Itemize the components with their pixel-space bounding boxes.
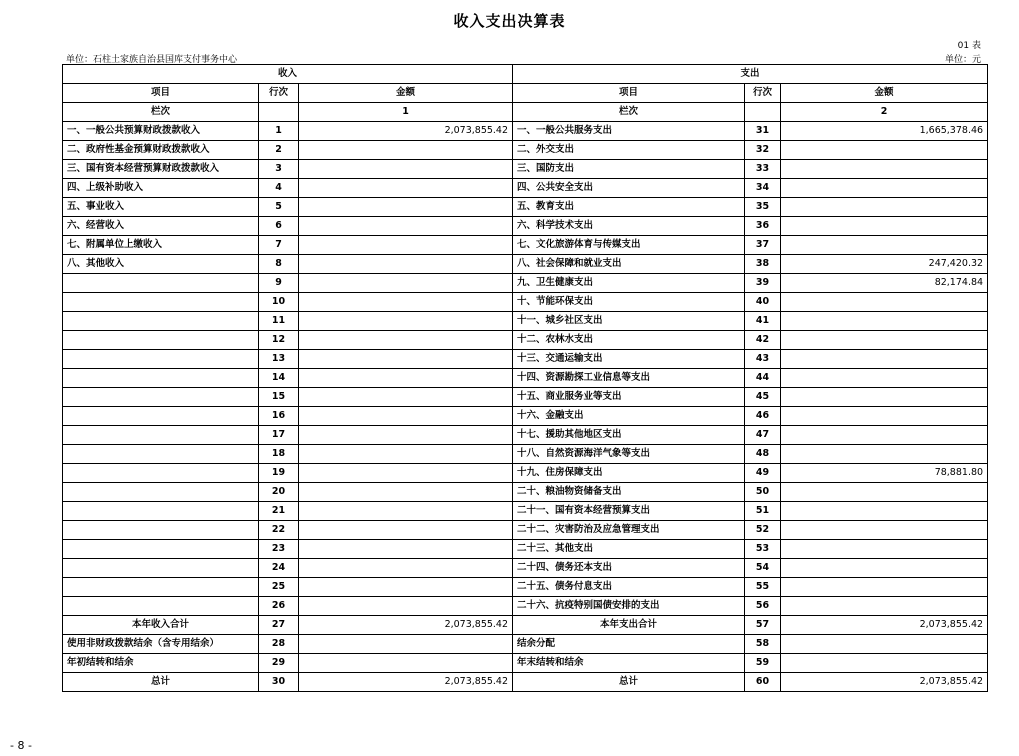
expense-item: 七、文化旅游体育与传媒支出 — [513, 236, 745, 255]
expense-line-number: 44 — [745, 369, 781, 388]
income-summary-label: 年初结转和结余 — [63, 654, 259, 673]
income-item-header: 项目 — [63, 84, 259, 103]
income-item — [63, 407, 259, 426]
income-item: 五、事业收入 — [63, 198, 259, 217]
income-line-number: 28 — [259, 635, 299, 654]
income-line-number: 6 — [259, 217, 299, 236]
summary-row — [63, 635, 988, 654]
income-amount — [299, 464, 513, 483]
income-item — [63, 540, 259, 559]
expense-amount — [781, 578, 988, 597]
expense-amount — [781, 388, 988, 407]
header-row-sections — [63, 65, 988, 84]
expense-item: 十四、资源勘探工业信息等支出 — [513, 369, 745, 388]
expense-line-number: 59 — [745, 654, 781, 673]
income-line-number: 21 — [259, 502, 299, 521]
income-line-number: 22 — [259, 521, 299, 540]
table-row — [63, 559, 988, 578]
expense-amount — [781, 483, 988, 502]
income-section-header: 收入 — [63, 65, 513, 84]
income-amount — [299, 293, 513, 312]
income-line-number: 24 — [259, 559, 299, 578]
header-row-columns — [63, 84, 988, 103]
income-line-number: 29 — [259, 654, 299, 673]
income-amount — [299, 179, 513, 198]
expense-line-number: 36 — [745, 217, 781, 236]
expense-item: 十三、交通运输支出 — [513, 350, 745, 369]
expense-line-number: 32 — [745, 141, 781, 160]
expense-item: 十、节能环保支出 — [513, 293, 745, 312]
income-item — [63, 350, 259, 369]
expense-amount: 78,881.80 — [781, 464, 988, 483]
expense-amount — [781, 540, 988, 559]
table-row — [63, 350, 988, 369]
expense-amount — [781, 521, 988, 540]
expense-section-header: 支出 — [513, 65, 988, 84]
income-expense-table — [62, 64, 988, 692]
expense-summary-amount — [781, 654, 988, 673]
table-row — [63, 540, 988, 559]
expense-item: 二十三、其他支出 — [513, 540, 745, 559]
income-summary-amount — [299, 635, 513, 654]
income-line-number: 9 — [259, 274, 299, 293]
expense-line-number: 48 — [745, 445, 781, 464]
income-summary-amount: 2,073,855.42 — [299, 673, 513, 692]
expense-item: 十八、自然资源海洋气象等支出 — [513, 445, 745, 464]
expense-item: 十五、商业服务业等支出 — [513, 388, 745, 407]
expense-item: 五、教育支出 — [513, 198, 745, 217]
income-line-number: 17 — [259, 426, 299, 445]
column-index-row — [63, 103, 988, 122]
expense-amount — [781, 597, 988, 616]
summary-row — [63, 616, 988, 635]
table-row — [63, 236, 988, 255]
table-row — [63, 312, 988, 331]
income-line-number: 11 — [259, 312, 299, 331]
income-line-number: 2 — [259, 141, 299, 160]
expense-line-number: 42 — [745, 331, 781, 350]
income-line-number: 30 — [259, 673, 299, 692]
income-item: 七、附属单位上缴收入 — [63, 236, 259, 255]
income-amount — [299, 502, 513, 521]
expense-line-number: 40 — [745, 293, 781, 312]
expense-item: 一、一般公共服务支出 — [513, 122, 745, 141]
income-item — [63, 578, 259, 597]
table-row — [63, 122, 988, 141]
expense-line-number: 50 — [745, 483, 781, 502]
expense-item: 二十五、债务付息支出 — [513, 578, 745, 597]
expense-amount — [781, 141, 988, 160]
expense-column-number: 2 — [781, 103, 988, 122]
expense-item: 十七、援助其他地区支出 — [513, 426, 745, 445]
income-amount — [299, 388, 513, 407]
income-amount — [299, 274, 513, 293]
expense-amount — [781, 160, 988, 179]
income-amount — [299, 578, 513, 597]
income-line-number: 18 — [259, 445, 299, 464]
income-amount — [299, 540, 513, 559]
income-line-number: 26 — [259, 597, 299, 616]
table-row — [63, 141, 988, 160]
income-line-number: 27 — [259, 616, 299, 635]
reporting-unit: 单位：石柱土家族自治县国库支付事务中心 — [66, 55, 238, 65]
summary-row — [63, 654, 988, 673]
income-amount — [299, 217, 513, 236]
expense-amount — [781, 426, 988, 445]
income-item — [63, 502, 259, 521]
table-row — [63, 502, 988, 521]
expense-line-number: 38 — [745, 255, 781, 274]
page-number: - 8 - — [10, 739, 32, 752]
income-amount — [299, 426, 513, 445]
expense-amount — [781, 198, 988, 217]
empty-cell — [259, 103, 299, 122]
expense-line-number: 51 — [745, 502, 781, 521]
expense-amount: 82,174.84 — [781, 274, 988, 293]
income-line-number: 25 — [259, 578, 299, 597]
income-amount — [299, 369, 513, 388]
income-column-number: 1 — [299, 103, 513, 122]
income-item — [63, 597, 259, 616]
expense-line-number: 46 — [745, 407, 781, 426]
expense-item: 二十四、债务还本支出 — [513, 559, 745, 578]
expense-summary-label: 结余分配 — [513, 635, 745, 654]
table-row — [63, 426, 988, 445]
expense-amount — [781, 445, 988, 464]
income-line-number: 5 — [259, 198, 299, 217]
income-line-number: 3 — [259, 160, 299, 179]
income-amount — [299, 521, 513, 540]
income-line-number: 20 — [259, 483, 299, 502]
income-summary-label: 总计 — [63, 673, 259, 692]
income-amount — [299, 483, 513, 502]
report-title: 收入支出决算表 — [453, 12, 566, 30]
expense-item: 二十一、国有资本经营预算支出 — [513, 502, 745, 521]
expense-amount — [781, 312, 988, 331]
expense-item: 二、外交支出 — [513, 141, 745, 160]
income-line-number: 13 — [259, 350, 299, 369]
expense-line-number: 37 — [745, 236, 781, 255]
income-amount — [299, 559, 513, 578]
table-row — [63, 160, 988, 179]
currency-unit: 单位：元 — [944, 55, 981, 65]
table-row — [63, 407, 988, 426]
table-row — [63, 597, 988, 616]
expense-amount — [781, 407, 988, 426]
income-item — [63, 274, 259, 293]
expense-amount — [781, 331, 988, 350]
income-line-number: 8 — [259, 255, 299, 274]
expense-line-number: 41 — [745, 312, 781, 331]
income-line-number: 16 — [259, 407, 299, 426]
form-number: 01 表 — [957, 41, 981, 51]
expense-item: 二十、粮油物资储备支出 — [513, 483, 745, 502]
income-amount — [299, 597, 513, 616]
table-row — [63, 274, 988, 293]
income-amount — [299, 350, 513, 369]
expense-summary-label: 本年支出合计 — [513, 616, 745, 635]
expense-line-number: 39 — [745, 274, 781, 293]
table-row — [63, 464, 988, 483]
expense-amount — [781, 217, 988, 236]
income-item: 四、上级补助收入 — [63, 179, 259, 198]
expense-line-number: 31 — [745, 122, 781, 141]
expense-amount — [781, 179, 988, 198]
income-line-number: 23 — [259, 540, 299, 559]
expense-item: 三、国防支出 — [513, 160, 745, 179]
expense-line-number: 33 — [745, 160, 781, 179]
income-amount — [299, 445, 513, 464]
table-row — [63, 483, 988, 502]
income-item: 一、一般公共预算财政拨款收入 — [63, 122, 259, 141]
income-item: 二、政府性基金预算财政拨款收入 — [63, 141, 259, 160]
income-item — [63, 293, 259, 312]
expense-amount — [781, 502, 988, 521]
empty-cell — [745, 103, 781, 122]
income-item: 六、经营收入 — [63, 217, 259, 236]
income-item — [63, 521, 259, 540]
table-row — [63, 217, 988, 236]
expense-item: 十一、城乡社区支出 — [513, 312, 745, 331]
income-line-number: 19 — [259, 464, 299, 483]
expense-line-number: 49 — [745, 464, 781, 483]
income-amount — [299, 198, 513, 217]
income-summary-label: 使用非财政拨款结余（含专用结余） — [63, 635, 259, 654]
expense-amount — [781, 293, 988, 312]
expense-item: 十二、农林水支出 — [513, 331, 745, 350]
income-amount — [299, 312, 513, 331]
income-amount — [299, 236, 513, 255]
income-item: 八、其他收入 — [63, 255, 259, 274]
table-row — [63, 198, 988, 217]
expense-item: 二十二、灾害防治及应急管理支出 — [513, 521, 745, 540]
expense-summary-label: 总计 — [513, 673, 745, 692]
expense-summary-label: 年末结转和结余 — [513, 654, 745, 673]
expense-line-number: 47 — [745, 426, 781, 445]
income-item: 三、国有资本经营预算财政拨款收入 — [63, 160, 259, 179]
table-row — [63, 521, 988, 540]
expense-line-number: 35 — [745, 198, 781, 217]
income-line-number: 10 — [259, 293, 299, 312]
expense-line-header: 行次 — [745, 84, 781, 103]
income-line-number: 1 — [259, 122, 299, 141]
income-item — [63, 331, 259, 350]
expense-amount: 1,665,378.46 — [781, 122, 988, 141]
table-row — [63, 331, 988, 350]
expense-line-number: 56 — [745, 597, 781, 616]
table-row — [63, 255, 988, 274]
income-amount — [299, 407, 513, 426]
table-row — [63, 179, 988, 198]
expense-line-number: 60 — [745, 673, 781, 692]
expense-line-number: 45 — [745, 388, 781, 407]
expense-item: 十六、金融支出 — [513, 407, 745, 426]
income-line-number: 4 — [259, 179, 299, 198]
expense-item: 二十六、抗疫特别国债安排的支出 — [513, 597, 745, 616]
expense-amount — [781, 236, 988, 255]
income-line-number: 14 — [259, 369, 299, 388]
income-line-number: 12 — [259, 331, 299, 350]
income-column-label: 栏次 — [63, 103, 259, 122]
expense-item-header: 项目 — [513, 84, 745, 103]
income-line-number: 15 — [259, 388, 299, 407]
income-amount — [299, 160, 513, 179]
income-item — [63, 388, 259, 407]
expense-amount-header: 金额 — [781, 84, 988, 103]
expense-item: 十九、住房保障支出 — [513, 464, 745, 483]
income-item — [63, 369, 259, 388]
income-item — [63, 445, 259, 464]
expense-line-number: 57 — [745, 616, 781, 635]
income-amount — [299, 255, 513, 274]
income-item — [63, 426, 259, 445]
expense-summary-amount: 2,073,855.42 — [781, 616, 988, 635]
table-row — [63, 578, 988, 597]
income-item — [63, 464, 259, 483]
expense-line-number: 52 — [745, 521, 781, 540]
income-summary-label: 本年收入合计 — [63, 616, 259, 635]
income-line-number: 7 — [259, 236, 299, 255]
expense-line-number: 34 — [745, 179, 781, 198]
expense-item: 八、社会保障和就业支出 — [513, 255, 745, 274]
expense-amount — [781, 350, 988, 369]
income-amount: 2,073,855.42 — [299, 122, 513, 141]
expense-item: 六、科学技术支出 — [513, 217, 745, 236]
table-row — [63, 388, 988, 407]
summary-row — [63, 673, 988, 692]
table-row — [63, 369, 988, 388]
income-amount — [299, 331, 513, 350]
income-amount-header: 金额 — [299, 84, 513, 103]
expense-item: 四、公共安全支出 — [513, 179, 745, 198]
income-item — [63, 483, 259, 502]
expense-amount — [781, 559, 988, 578]
expense-summary-amount: 2,073,855.42 — [781, 673, 988, 692]
expense-line-number: 54 — [745, 559, 781, 578]
income-summary-amount: 2,073,855.42 — [299, 616, 513, 635]
expense-line-number: 53 — [745, 540, 781, 559]
income-line-header: 行次 — [259, 84, 299, 103]
expense-line-number: 58 — [745, 635, 781, 654]
expense-column-label: 栏次 — [513, 103, 745, 122]
income-item — [63, 559, 259, 578]
table-row — [63, 445, 988, 464]
table-row — [63, 293, 988, 312]
expense-item: 九、卫生健康支出 — [513, 274, 745, 293]
income-amount — [299, 141, 513, 160]
expense-amount — [781, 369, 988, 388]
expense-amount: 247,420.32 — [781, 255, 988, 274]
expense-summary-amount — [781, 635, 988, 654]
income-item — [63, 312, 259, 331]
income-summary-amount — [299, 654, 513, 673]
expense-line-number: 55 — [745, 578, 781, 597]
expense-line-number: 43 — [745, 350, 781, 369]
